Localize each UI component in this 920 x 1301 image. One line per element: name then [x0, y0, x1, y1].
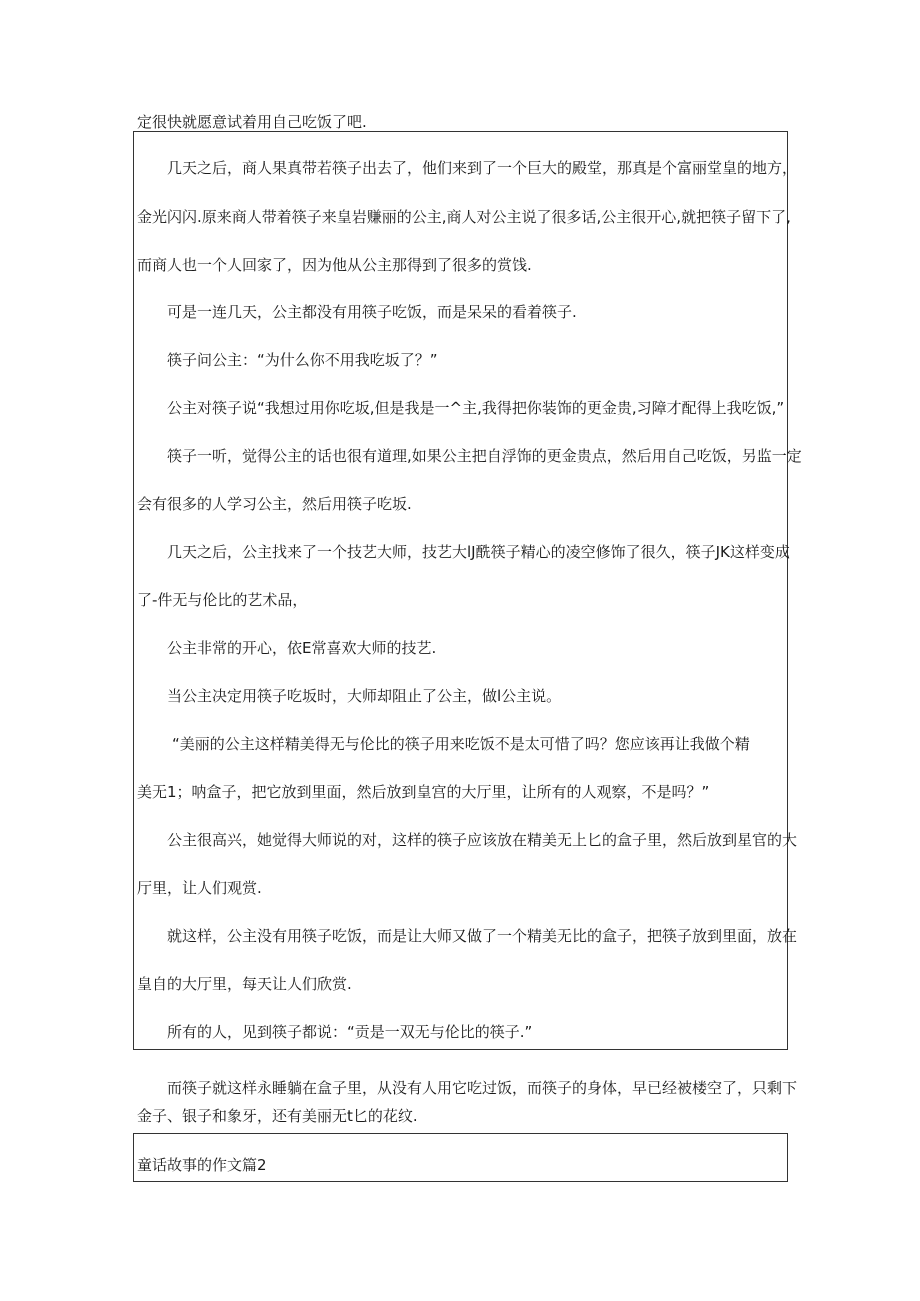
story-line: 公主非常的开心，依E常喜欢大师的技艺. — [167, 639, 437, 657]
story-line: 当公主决定用筷子吃坂时，大师却阻止了公主，做l公主说。 — [167, 687, 562, 705]
story-line: 美无1；呐盒子，把它放到里面，然后放到皇宫的大厅里，让所有的人观察，不是吗？” — [137, 783, 710, 801]
story-line: 金光闪闪.原来商人带着筷子来皇岩赚丽的公主,商人对公主说了很多话,公主很开心,就把筷子留下了, — [137, 208, 791, 226]
story-line: 皇自的大厅里，每天让人们欣赏. — [137, 975, 352, 993]
story-line: 而商人也一个人回家了，因为他从公主那得到了很多的赏饯. — [137, 256, 532, 274]
story-line: 厅里，让人们观赏. — [137, 879, 262, 897]
story-line: 公主对筷子说“我想过用你吃坂,但是我是一^主,我得把你装饰的更金贵,习障才配得上我吃饭,” — [167, 399, 785, 417]
after-line: 金子、银子和象牙，还有美丽无t匕的花纹. — [137, 1107, 418, 1125]
story-line: 几天之后，商人果真带若筷子出去了，他们来到了一个巨大的殿堂，那真是个富丽堂皇的地方， — [167, 159, 798, 177]
story-line: “美丽的公主这样精美得无与伦比的筷子用来吃饭不是太可惜了吗？您应该再让我做个精 — [172, 735, 750, 753]
story-line: 可是一连几天，公主都没有用筷子吃饭，而是呆呆的看着筷子. — [167, 303, 577, 321]
story-line: 了-件无与伦比的艺术品， — [137, 591, 308, 609]
story-line: 就这样，公主没有用筷子吃饭，而是让大师又做了一个精美无比的盒子，把筷子放到里面，放在 — [167, 927, 798, 945]
after-line: 而筷子就这样永睡躺在盒子里，从没有人用它吃过饭，而筷子的身体，早已经被楼空了，只剩下 — [167, 1079, 798, 1097]
section-heading: 童话故事的作文篇2 — [137, 1156, 267, 1174]
story-line: 筷子问公主：“为什么你不用我吃坂了？” — [167, 351, 438, 369]
story-line: 公主很高兴，她觉得大师说的对，这样的筷子应该放在精美无上匕的盒子里，然后放到星官的大 — [167, 831, 798, 849]
story-line: 会有很多的人学习公主，然后用筷子吃坂. — [137, 495, 412, 513]
story-line: 筷子一听，觉得公主的话也很有道理,如果公主把自浮饰的更金贵点，然后用自己吃饭，另监一定 — [167, 447, 802, 465]
story-line: 几天之后，公主找来了一个技艺大师，技艺大lJ酰筷子精心的凌空修饰了很久，筷子JK这样变成 — [167, 543, 790, 561]
intro-text: 定很快就愿意试着用自己吃饭了吧. — [137, 113, 367, 131]
story-line: 所有的人，见到筷子都说：“贡是一双无与伦比的筷子.” — [167, 1023, 533, 1041]
